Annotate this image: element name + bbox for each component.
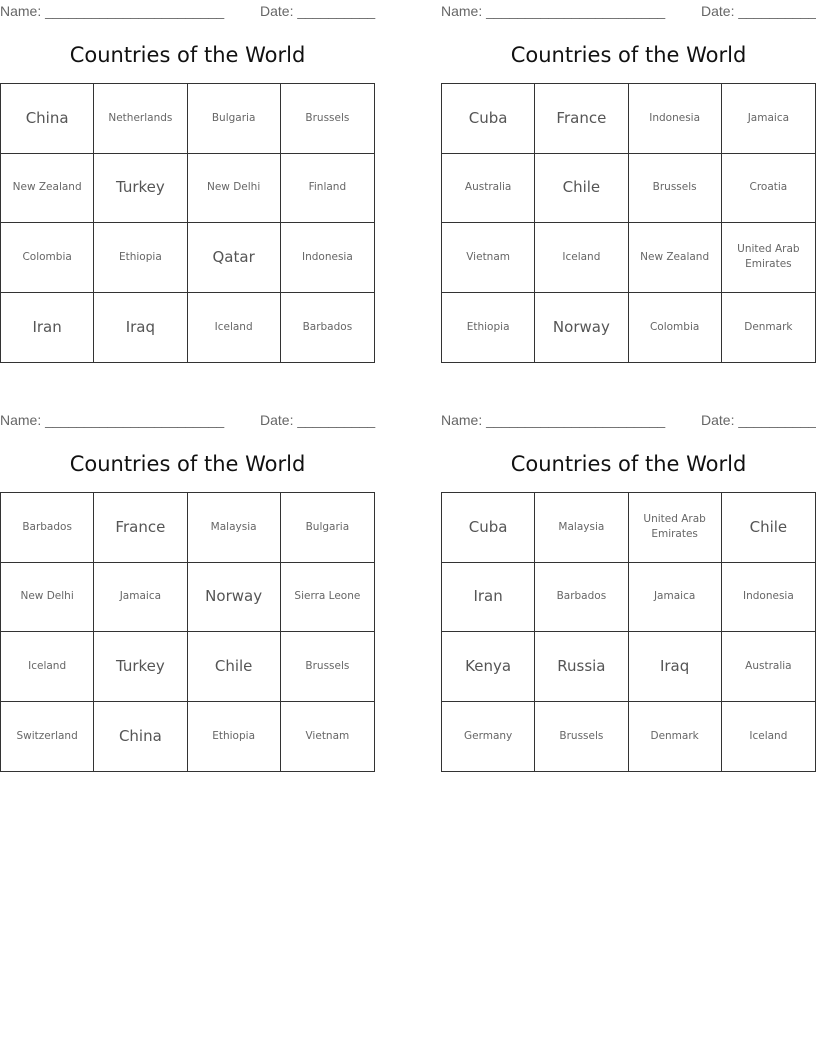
bingo-cell: Brussels — [535, 702, 628, 772]
bingo-cell: Malaysia — [535, 493, 628, 563]
bingo-cell: Chile — [535, 154, 628, 224]
card-header — [441, 411, 816, 429]
bingo-cell: Vietnam — [442, 223, 535, 293]
bingo-cell: Finland — [281, 154, 374, 224]
bingo-cell: Jamaica — [722, 84, 815, 154]
bingo-cell: Iran — [1, 293, 94, 363]
name-field-label: Name: _______________________ — [441, 412, 666, 428]
bingo-cell: Bulgaria — [281, 493, 374, 563]
bingo-cell: Chile — [188, 632, 281, 702]
bingo-cell: Brussels — [281, 632, 374, 702]
bingo-cell: Kenya — [442, 632, 535, 702]
bingo-cell: Colombia — [1, 223, 94, 293]
bingo-cell: Turkey — [94, 154, 187, 224]
bingo-cell: Ethiopia — [442, 293, 535, 363]
bingo-cell: Brussels — [281, 84, 374, 154]
bingo-cell: Australia — [442, 154, 535, 224]
bingo-cell: Germany — [442, 702, 535, 772]
card-header — [0, 2, 375, 20]
bingo-cell: France — [94, 493, 187, 563]
bingo-cell: Norway — [535, 293, 628, 363]
name-field-label: Name: _______________________ — [0, 412, 225, 428]
bingo-cell: Russia — [535, 632, 628, 702]
bingo-cell: Iceland — [1, 632, 94, 702]
date-field-label: Date: __________ — [701, 412, 816, 428]
date-field-label: Date: __________ — [701, 3, 816, 19]
bingo-card-3 — [0, 409, 375, 774]
bingo-cell: Indonesia — [281, 223, 374, 293]
bingo-cell: New Delhi — [188, 154, 281, 224]
bingo-cell: Brussels — [629, 154, 722, 224]
bingo-grid — [441, 83, 816, 363]
bingo-cell: Barbados — [1, 493, 94, 563]
bingo-grid — [0, 83, 375, 363]
bingo-cell: Cuba — [442, 493, 535, 563]
bingo-cell: Iran — [442, 563, 535, 633]
bingo-grid — [441, 492, 816, 772]
bingo-cell: Indonesia — [722, 563, 815, 633]
bingo-cell: Indonesia — [629, 84, 722, 154]
bingo-cell: United Arab Emirates — [629, 493, 722, 563]
bingo-cell: Iceland — [535, 223, 628, 293]
bingo-cell: Iraq — [629, 632, 722, 702]
bingo-cell: Croatia — [722, 154, 815, 224]
bingo-cell: United Arab Emirates — [722, 223, 815, 293]
bingo-cell: Iraq — [94, 293, 187, 363]
bingo-card-2 — [441, 0, 816, 365]
bingo-cell: Netherlands — [94, 84, 187, 154]
name-field-label: Name: _______________________ — [0, 3, 225, 19]
card-header — [441, 2, 816, 20]
card-title: Countries of the World — [510, 452, 747, 476]
bingo-cell: Norway — [188, 563, 281, 633]
bingo-cell: Barbados — [535, 563, 628, 633]
bingo-cell: Qatar — [188, 223, 281, 293]
card-title: Countries of the World — [510, 43, 747, 67]
bingo-card-1 — [0, 0, 375, 365]
bingo-cell: New Delhi — [1, 563, 94, 633]
bingo-cell: Iceland — [749, 729, 788, 742]
bingo-cell: Switzerland — [1, 702, 94, 772]
bingo-cell: Jamaica — [629, 563, 722, 633]
bingo-cell: Cuba — [442, 84, 535, 154]
bingo-cell: Barbados — [302, 320, 353, 333]
date-field-label: Date: __________ — [260, 3, 376, 19]
bingo-cell: Jamaica — [94, 563, 187, 633]
bingo-card-4 — [441, 409, 816, 774]
bingo-cell: China — [1, 84, 94, 154]
bingo-cell: Iceland — [188, 293, 281, 363]
bingo-cell: France — [535, 84, 628, 154]
bingo-cell: Colombia — [629, 293, 722, 363]
card-title: Countries of the World — [69, 43, 306, 67]
bingo-cell: Ethiopia — [94, 223, 187, 293]
bingo-cell: China — [94, 702, 187, 772]
bingo-cell: Malaysia — [188, 493, 281, 563]
bingo-cell: Turkey — [94, 632, 187, 702]
bingo-cell: Bulgaria — [188, 84, 281, 154]
bingo-cell: Vietnam — [305, 729, 350, 742]
bingo-cell: New Zealand — [629, 223, 722, 293]
bingo-grid — [0, 492, 375, 772]
card-header — [0, 411, 375, 429]
bingo-cell: New Zealand — [1, 154, 94, 224]
date-field-label: Date: __________ — [260, 412, 376, 428]
bingo-cell: Denmark — [629, 702, 722, 772]
bingo-cell: Ethiopia — [188, 702, 281, 772]
bingo-cell: Australia — [722, 632, 815, 702]
bingo-cell: Denmark — [744, 320, 793, 333]
card-title: Countries of the World — [69, 452, 306, 476]
bingo-cell: Sierra Leone — [281, 563, 374, 633]
bingo-cell: Chile — [722, 493, 815, 563]
name-field-label: Name: _______________________ — [441, 3, 666, 19]
